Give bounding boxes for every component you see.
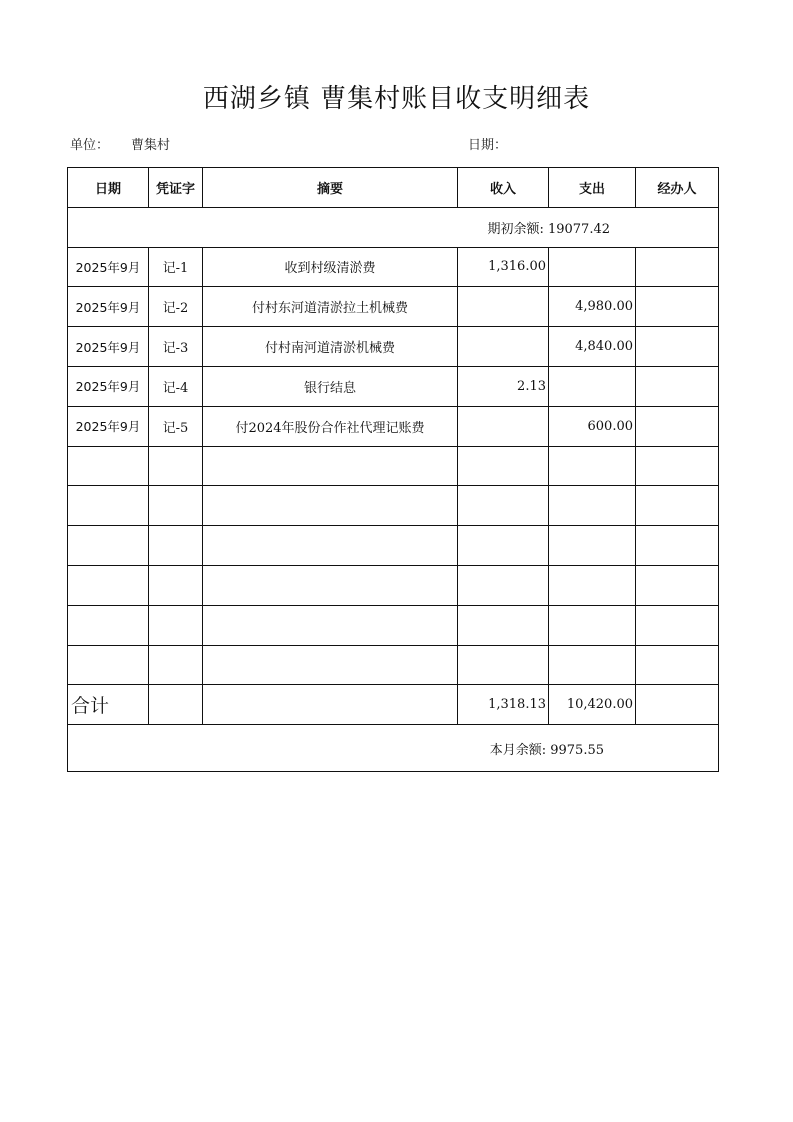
row-expense — [549, 366, 636, 406]
row-date: 2025年9月 — [68, 406, 149, 446]
row-voucher: 记-4 — [149, 366, 203, 406]
empty-row — [68, 526, 719, 566]
row-voucher: 记-3 — [149, 327, 203, 367]
empty-cell — [458, 565, 549, 605]
empty-cell — [203, 645, 458, 685]
page-title: 西湖乡镇 曹集村账目收支明细表 — [202, 84, 591, 114]
empty-row — [68, 645, 719, 685]
empty-cell — [203, 526, 458, 566]
header-row — [68, 168, 719, 208]
empty-row — [68, 446, 719, 486]
row-date: 2025年9月 — [68, 366, 149, 406]
row-income: 1,316.00 — [458, 247, 549, 287]
empty-cell — [636, 486, 719, 526]
opening-balance-row — [68, 207, 719, 247]
empty-cell — [68, 565, 149, 605]
empty-cell — [549, 526, 636, 566]
row-voucher: 记-2 — [149, 287, 203, 327]
empty-cell — [149, 526, 203, 566]
table-row — [68, 406, 719, 446]
row-income: 2.13 — [458, 366, 549, 406]
empty-row — [68, 565, 719, 605]
empty-cell — [636, 446, 719, 486]
row-date: 2025年9月 — [68, 287, 149, 327]
row-income — [458, 327, 549, 367]
closing-balance-row — [68, 725, 719, 772]
ledger-table — [67, 167, 719, 772]
total-label: 合计 — [68, 685, 149, 725]
table-row — [68, 366, 719, 406]
empty-cell — [149, 446, 203, 486]
row-handler — [636, 327, 719, 367]
row-summary: 收到村级清淤费 — [203, 247, 458, 287]
row-handler — [636, 287, 719, 327]
column-header-handler: 经办人 — [636, 168, 719, 208]
date-label: 日期： — [468, 138, 508, 153]
row-handler — [636, 366, 719, 406]
row-expense — [549, 247, 636, 287]
empty-cell — [458, 526, 549, 566]
column-header-summary: 摘要 — [203, 168, 458, 208]
row-handler — [636, 247, 719, 287]
empty-cell — [549, 446, 636, 486]
row-expense: 4,840.00 — [549, 327, 636, 367]
empty-cell — [636, 565, 719, 605]
row-expense: 600.00 — [549, 406, 636, 446]
empty-cell — [636, 605, 719, 645]
empty-cell — [458, 645, 549, 685]
empty-cell — [636, 685, 719, 725]
empty-row — [68, 486, 719, 526]
row-income — [458, 287, 549, 327]
empty-cell — [636, 526, 719, 566]
empty-cell — [549, 645, 636, 685]
row-summary: 付2024年股份合作社代理记账费 — [203, 406, 458, 446]
table-row — [68, 287, 719, 327]
row-summary: 银行结息 — [203, 366, 458, 406]
empty-cell — [149, 645, 203, 685]
empty-cell — [458, 486, 549, 526]
empty-cell — [549, 486, 636, 526]
empty-cell — [458, 605, 549, 645]
opening-balance: 期初余额: 19077.42 — [68, 207, 719, 247]
column-header-expense: 支出 — [549, 168, 636, 208]
empty-cell — [149, 605, 203, 645]
empty-cell — [458, 446, 549, 486]
empty-cell — [203, 565, 458, 605]
empty-cell — [549, 605, 636, 645]
row-handler — [636, 406, 719, 446]
empty-cell — [149, 565, 203, 605]
total-row — [68, 685, 719, 725]
table-row — [68, 247, 719, 287]
empty-row — [68, 605, 719, 645]
total-income: 1,318.13 — [458, 685, 549, 725]
empty-cell — [149, 685, 203, 725]
column-header-date: 日期 — [68, 168, 149, 208]
table-row — [68, 327, 719, 367]
empty-cell — [203, 446, 458, 486]
empty-cell — [203, 486, 458, 526]
column-header-income: 收入 — [458, 168, 549, 208]
total-expense: 10,420.00 — [549, 685, 636, 725]
row-summary: 付村东河道清淤拉土机械费 — [203, 287, 458, 327]
row-date: 2025年9月 — [68, 247, 149, 287]
empty-cell — [68, 446, 149, 486]
empty-cell — [68, 526, 149, 566]
closing-balance: 本月余额: 9975.55 — [68, 725, 719, 772]
empty-cell — [149, 486, 203, 526]
row-voucher: 记-5 — [149, 406, 203, 446]
empty-cell — [203, 685, 458, 725]
empty-cell — [549, 565, 636, 605]
empty-cell — [68, 486, 149, 526]
empty-cell — [68, 605, 149, 645]
row-date: 2025年9月 — [68, 327, 149, 367]
row-income — [458, 406, 549, 446]
empty-cell — [203, 605, 458, 645]
column-header-voucher: 凭证字 — [149, 168, 203, 208]
empty-cell — [636, 645, 719, 685]
row-expense: 4,980.00 — [549, 287, 636, 327]
row-summary: 付村南河道清淤机械费 — [203, 327, 458, 367]
row-voucher: 记-1 — [149, 247, 203, 287]
empty-cell — [68, 645, 149, 685]
unit-value: 曹集村 — [131, 138, 171, 153]
unit-label: 单位： — [70, 138, 110, 153]
